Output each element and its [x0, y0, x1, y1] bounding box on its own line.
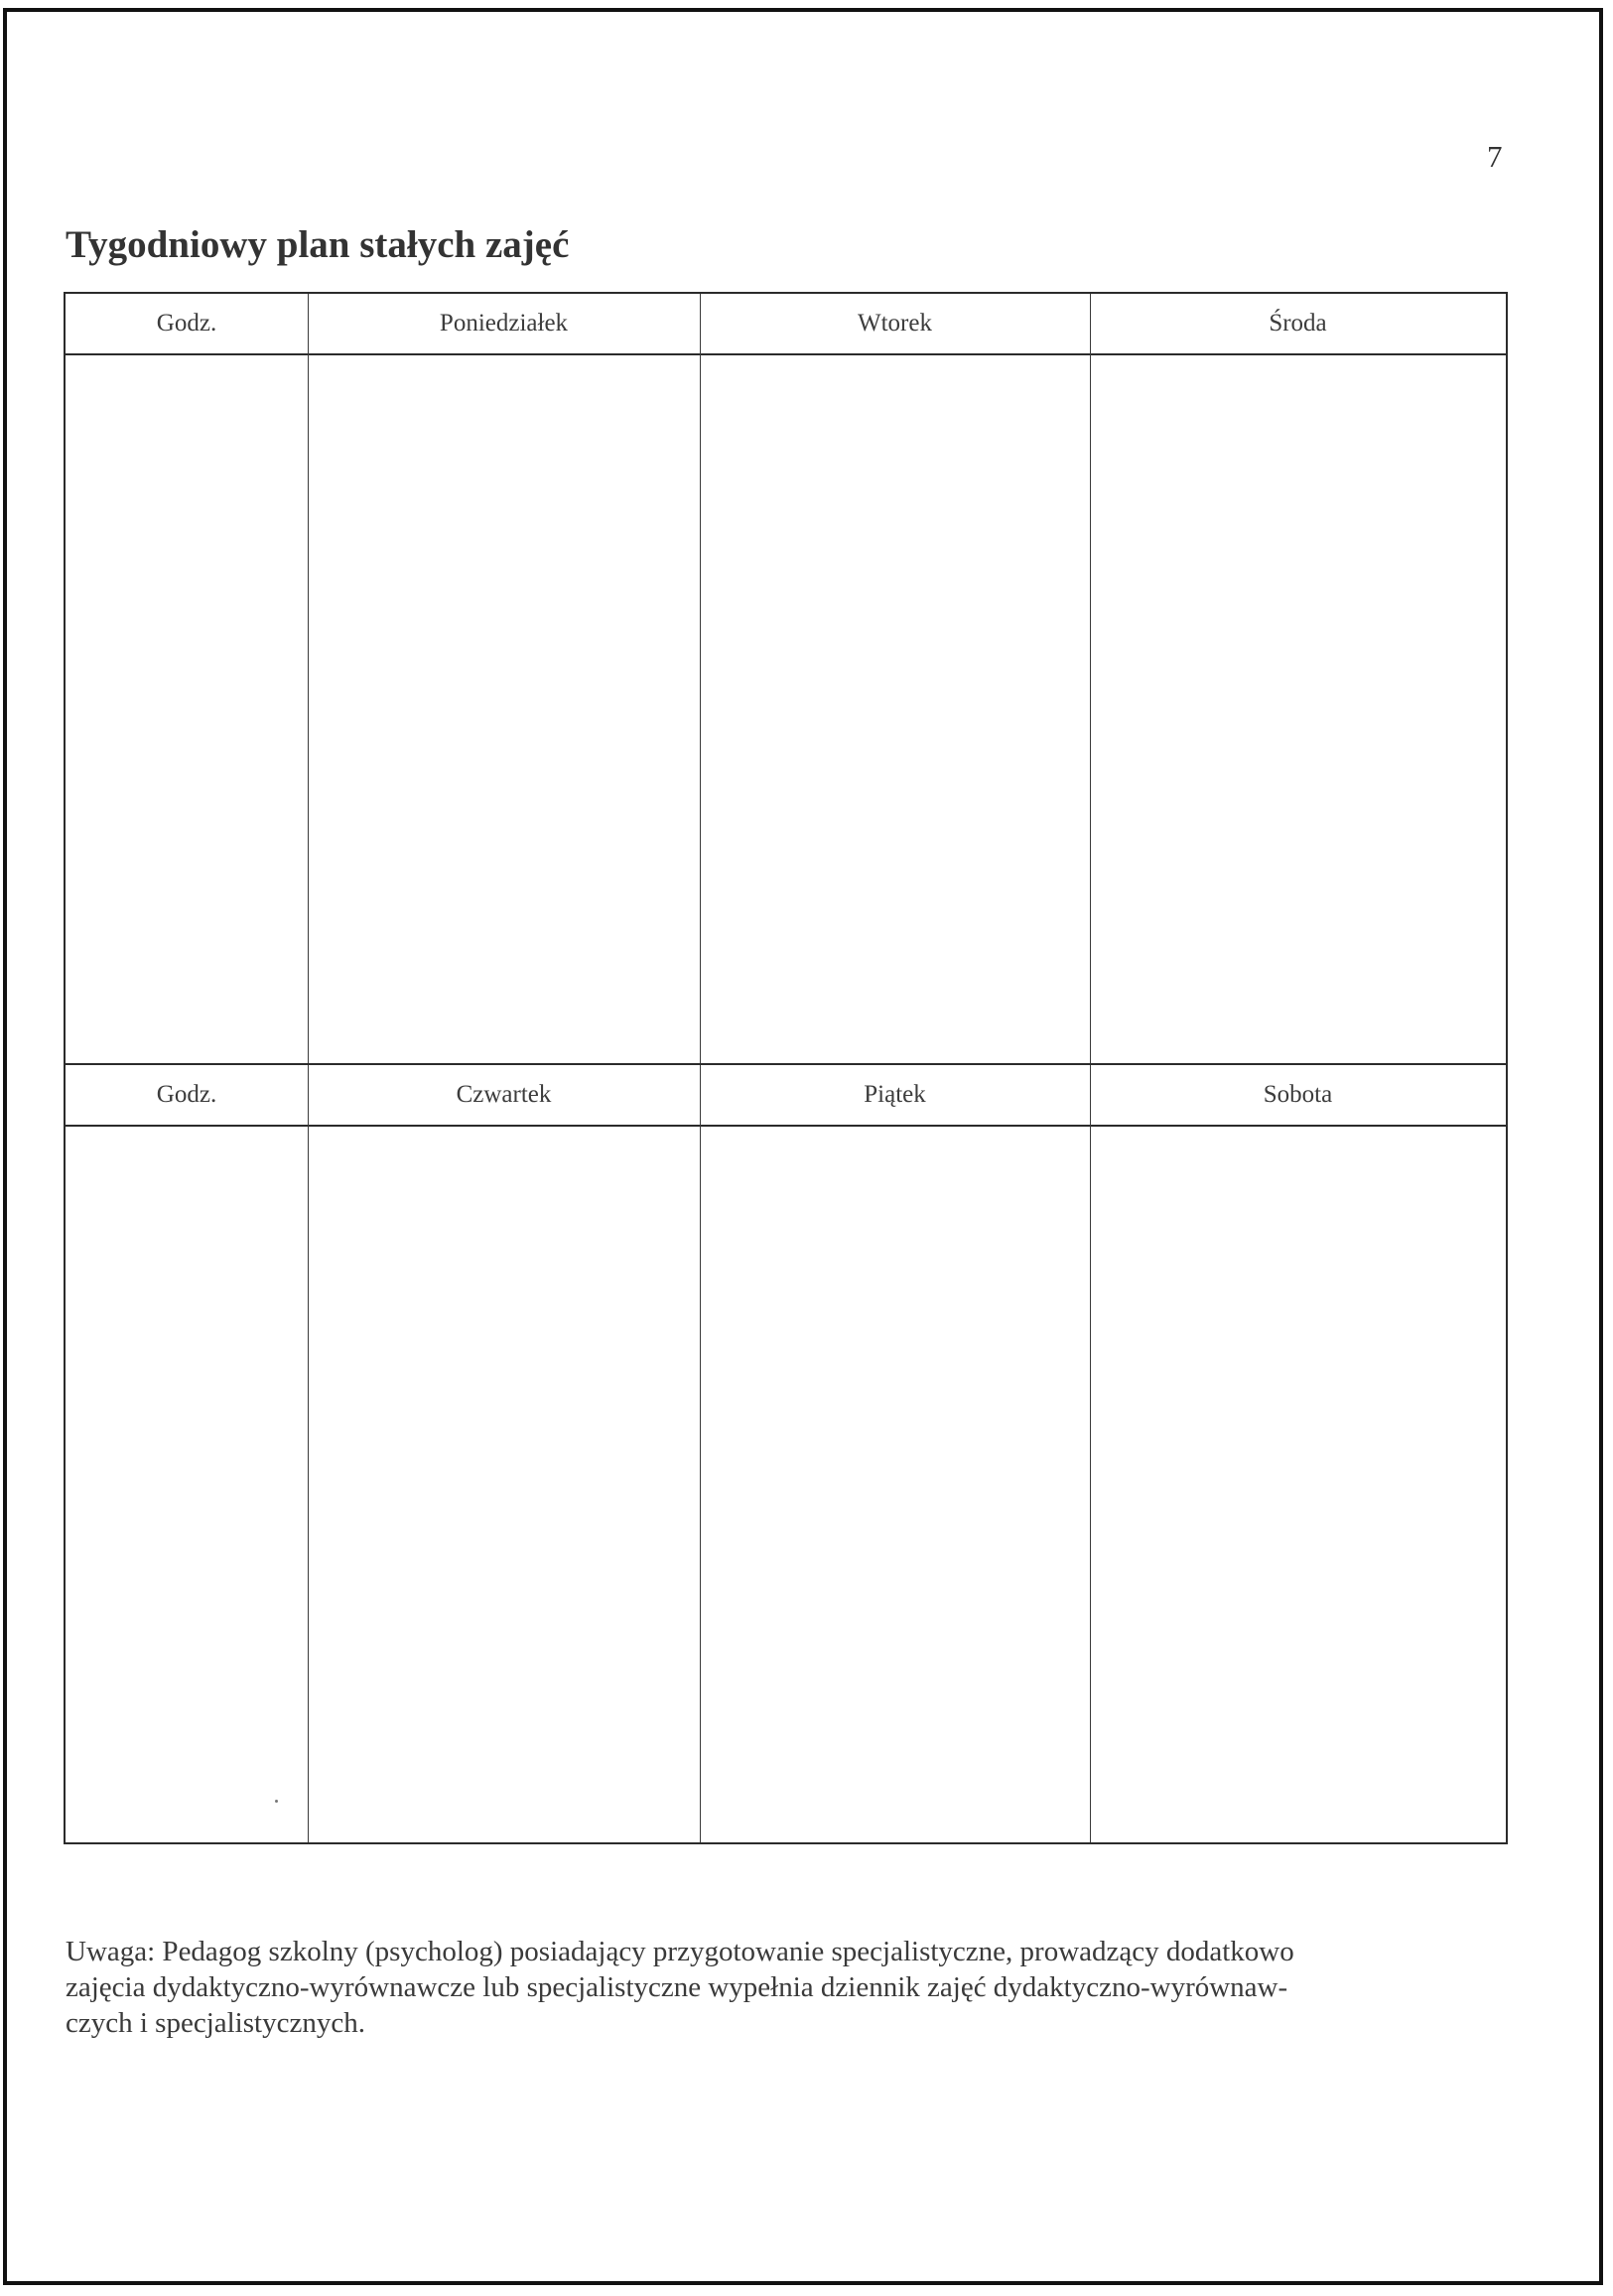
schedule-block-mon-wed [66, 294, 1506, 1063]
schedule-block-thu-sat [66, 1063, 1506, 1844]
weekly-schedule-table [64, 292, 1508, 1844]
cell-hours-mon-wed[interactable] [66, 355, 308, 1063]
cell-saturday[interactable] [1090, 1127, 1506, 1842]
note-line: Uwaga: Pedagog szkolny (psycholog) posiadający przygotowanie specjalistyczne, prowadzący dodatkowo [66, 1936, 1294, 1967]
page-number: 7 [1487, 139, 1503, 174]
cell-friday[interactable] [700, 1127, 1090, 1842]
header-thursday: Czwartek [456, 1081, 552, 1108]
cell-tuesday[interactable] [700, 355, 1090, 1063]
cell-thursday[interactable] [308, 1127, 700, 1842]
cell-monday[interactable] [308, 355, 700, 1063]
header-tuesday: Wtorek [858, 310, 932, 337]
scan-speck [275, 1800, 278, 1803]
schedule-header-row [66, 1065, 1506, 1127]
note-line: czych i specjalistycznych. [66, 2007, 365, 2039]
note-line: zajęcia dydaktyczno-wyrównawcze lub specjalistyczne wypełnia dziennik zajęć dydaktyczno-wyrównaw- [66, 1971, 1288, 2003]
cell-wednesday[interactable] [1090, 355, 1506, 1063]
page-title: Tygodniowy plan stałych zajęć [66, 223, 570, 266]
header-monday: Poniedziałek [439, 310, 569, 337]
header-friday: Piątek [864, 1081, 926, 1108]
header-hours: Godz. [156, 1081, 217, 1108]
schedule-header-row [66, 294, 1506, 355]
header-hours: Godz. [156, 310, 217, 337]
note-paragraph [66, 1934, 1510, 2041]
cell-hours-thu-sat[interactable] [66, 1127, 308, 1842]
header-wednesday: Środa [1269, 310, 1327, 337]
header-saturday: Sobota [1263, 1081, 1333, 1108]
